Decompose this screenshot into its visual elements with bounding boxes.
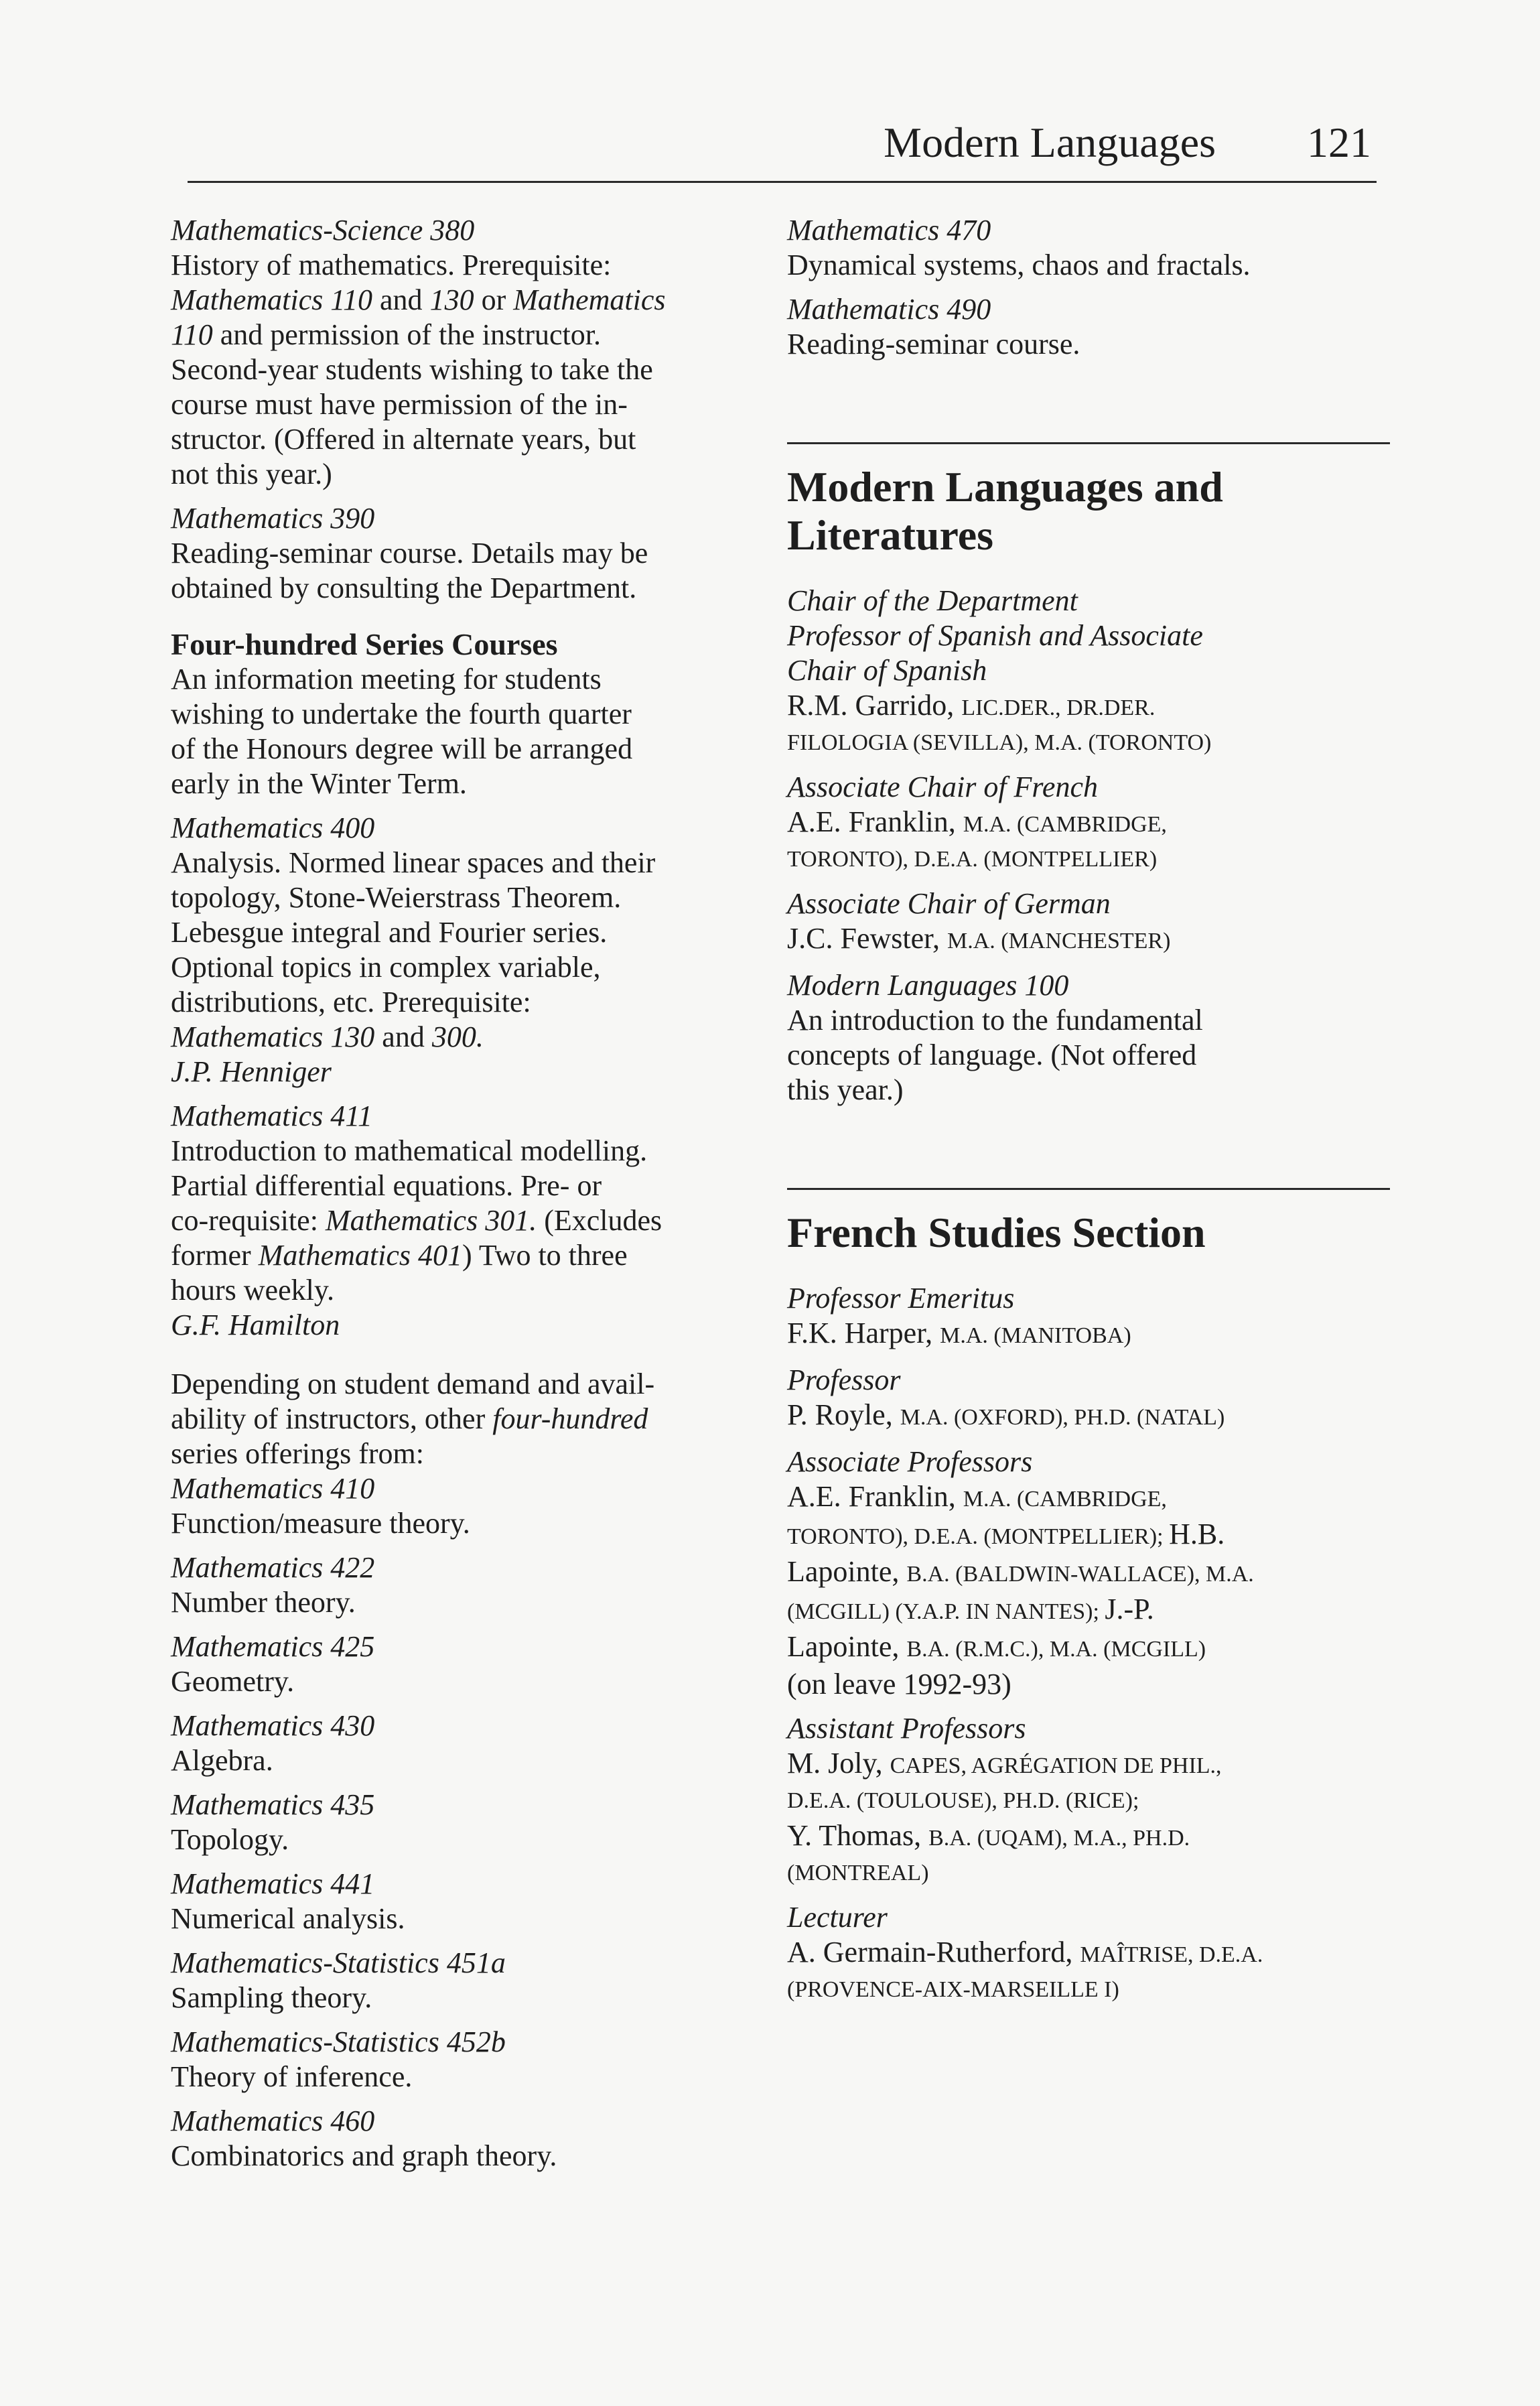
instructor-name: G.F. Hamilton	[171, 1309, 340, 1341]
faculty-name: F.K. Harper,	[787, 1317, 940, 1349]
paragraph-line: Depending on student demand and avail-	[171, 1367, 655, 1400]
course-title: Modern Languages 100	[787, 969, 1069, 1002]
course-title: Mathematics 470	[787, 214, 991, 247]
role-title: Chair of Spanish	[787, 654, 987, 687]
text-fragment: and	[372, 283, 430, 316]
course-title: Mathematics 490	[787, 293, 991, 326]
list-item	[171, 2025, 760, 2094]
credentials: FILOLOGIA (SEVILLA), M.A. (TORONTO)	[787, 730, 1212, 755]
course-desc-line: hours weekly.	[171, 1274, 334, 1307]
faculty-name: Y. Thomas,	[787, 1819, 929, 1852]
course-ref: 130	[429, 283, 474, 316]
faculty-name: J.C. Fewster,	[787, 922, 948, 955]
text-fragment: and	[374, 1020, 432, 1053]
faculty-associate-professors	[787, 1445, 1390, 1702]
credentials: CAPES, AGRÉGATION DE PHIL.,	[890, 1753, 1222, 1778]
course-desc-line	[171, 318, 760, 352]
credentials: M.A. (MANITOBA)	[940, 1323, 1131, 1348]
course-title: Mathematics 425	[171, 1630, 375, 1663]
faculty-french-chair	[787, 770, 1390, 877]
paragraph-line: series offerings from:	[171, 1437, 424, 1470]
section-title-modern-languages	[787, 463, 1390, 559]
faculty-line	[787, 1592, 1390, 1629]
faculty-name: A. Germain-Rutherford,	[787, 1936, 1080, 1968]
credentials: B.A. (BALDWIN-WALLACE), M.A.	[906, 1562, 1254, 1587]
credentials: TORONTO), D.E.A. (MONTPELLIER)	[787, 847, 1158, 872]
paragraph-line: early in the Winter Term.	[171, 767, 467, 800]
paragraph-line: wishing to undertake the fourth quarter	[171, 697, 632, 730]
section-title-french-studies: French Studies Section	[787, 1209, 1206, 1256]
list-item	[171, 2104, 760, 2174]
course-desc-line: Combinatorics and graph theory.	[171, 2139, 557, 2172]
course-desc-line: Lebesgue integral and Fourier series.	[171, 916, 608, 949]
course-math-490	[787, 292, 1390, 362]
faculty-line	[787, 1479, 1390, 1517]
course-desc-line: Dynamical systems, chaos and fractals.	[787, 249, 1251, 281]
course-desc-line: History of mathematics. Prerequisite:	[171, 249, 612, 281]
course-desc-line: Second-year students wishing to take the	[171, 353, 653, 386]
role-title: Associate Professors	[787, 1445, 1033, 1478]
course-title: Mathematics 400	[171, 811, 375, 844]
credentials: (MCGILL) (Y.A.P. IN NANTES);	[787, 1599, 1105, 1624]
course-desc-line: Algebra.	[171, 1744, 273, 1777]
text-fragment: or	[474, 283, 514, 316]
page-header	[188, 114, 1377, 181]
faculty-line	[787, 1554, 1390, 1592]
course-desc-line	[171, 1238, 760, 1273]
role-title: Associate Chair of French	[787, 771, 1098, 803]
course-desc-line	[171, 283, 760, 318]
course-ref: Mathematics	[513, 283, 666, 316]
role-title: Lecturer	[787, 1901, 888, 1934]
section-rule	[787, 442, 1390, 444]
faculty-line	[787, 1517, 1390, 1554]
list-item	[171, 1550, 760, 1620]
faculty-name: H.B.	[1169, 1518, 1225, 1550]
text-fragment: ) Two to three	[462, 1239, 628, 1272]
faculty-line	[787, 1316, 1390, 1353]
paragraph-line: An information meeting for students	[171, 663, 602, 695]
course-ref: Mathematics 301.	[325, 1204, 537, 1237]
credentials: TORONTO), D.E.A. (MONTPELLIER);	[787, 1524, 1170, 1549]
faculty-name: Lapointe,	[787, 1630, 907, 1663]
running-title: Modern Languages	[884, 119, 1216, 166]
faculty-line	[787, 1746, 1390, 1784]
course-math-380	[171, 213, 760, 492]
course-ref: Mathematics 130	[171, 1020, 375, 1053]
course-title: Mathematics 430	[171, 1709, 375, 1742]
course-list	[171, 1471, 760, 2174]
list-item	[171, 1471, 760, 1541]
faculty-line	[787, 1935, 1390, 1973]
faculty-german-chair	[787, 886, 1390, 959]
faculty-lecturer	[787, 1900, 1390, 2007]
course-desc-line: Sampling theory.	[171, 1981, 372, 2014]
role-title: Associate Chair of German	[787, 887, 1111, 920]
credentials: B.A. (UQAM), M.A., PH.D.	[928, 1826, 1190, 1851]
course-title: Mathematics 410	[171, 1472, 375, 1505]
header-rule	[188, 181, 1377, 183]
course-desc-line: topology, Stone-Weierstrass Theorem.	[171, 881, 622, 914]
paragraph-line	[171, 1402, 760, 1436]
role-title: Professor	[787, 1363, 901, 1396]
course-desc-line: structor. (Offered in alternate years, but	[171, 423, 636, 456]
credentials: LIC.DER., DR.DER.	[961, 695, 1156, 720]
course-desc-line: course must have permission of the in-	[171, 388, 628, 421]
faculty-line	[787, 805, 1390, 842]
list-item	[171, 1709, 760, 1778]
course-math-411	[171, 1099, 760, 1343]
list-item	[171, 1629, 760, 1699]
course-title: Mathematics 435	[171, 1788, 375, 1821]
info-paragraph	[171, 662, 760, 801]
course-title: Mathematics-Statistics 452b	[171, 2025, 506, 2058]
role-title: Professor of Spanish and Associate	[787, 619, 1203, 652]
faculty-name: J.-P.	[1105, 1593, 1154, 1625]
course-desc-line: Theory of inference.	[171, 2060, 413, 2093]
section-rule	[787, 1188, 1390, 1190]
course-desc-line	[171, 1203, 760, 1238]
list-item	[171, 1946, 760, 2015]
faculty-name: M. Joly,	[787, 1747, 890, 1780]
faculty-name: Lapointe,	[787, 1555, 907, 1588]
list-item	[171, 1867, 760, 1936]
left-column	[171, 213, 760, 2174]
course-desc-line: Partial differential equations. Pre- or	[171, 1169, 602, 1202]
credentials: B.A. (R.M.C.), M.A. (MCGILL)	[906, 1637, 1206, 1662]
credentials: M.A. (MANCHESTER)	[947, 929, 1171, 953]
course-ref: Mathematics 401	[258, 1239, 463, 1272]
course-title: Mathematics 460	[171, 2104, 375, 2137]
course-math-400	[171, 811, 760, 1089]
course-desc-line: Optional topics in complex variable,	[171, 951, 601, 984]
course-title: Mathematics 390	[171, 502, 375, 535]
right-column	[787, 213, 1390, 2007]
course-desc-line: obtained by consulting the Department.	[171, 572, 637, 604]
faculty-emeritus	[787, 1281, 1390, 1353]
faculty-line	[787, 921, 1390, 959]
faculty-line	[787, 1398, 1390, 1435]
emphasis: four-hundred	[492, 1402, 648, 1435]
depending-paragraph	[171, 1367, 760, 1471]
faculty-line	[787, 1629, 1390, 1667]
leave-note: (on leave 1992-93)	[787, 1668, 1011, 1700]
course-desc-line: not this year.)	[171, 458, 332, 490]
course-desc-line: concepts of language. (Not offered	[787, 1039, 1197, 1071]
course-modern-languages-100	[787, 968, 1390, 1108]
credentials: (PROVENCE-AIX-MARSEILLE I)	[787, 1977, 1119, 2002]
course-desc-line: Topology.	[171, 1823, 289, 1856]
course-desc-line: Reading-seminar course.	[787, 328, 1080, 360]
course-ref: 300.	[431, 1020, 484, 1053]
course-title: Mathematics 441	[171, 1867, 375, 1900]
faculty-name: P. Royle,	[787, 1398, 900, 1431]
role-title: Assistant Professors	[787, 1712, 1026, 1745]
faculty-line	[787, 1818, 1390, 1856]
course-ref: Mathematics 110	[171, 283, 373, 316]
course-desc-line: distributions, etc. Prerequisite:	[171, 986, 531, 1018]
credentials: M.A. (CAMBRIDGE,	[963, 1487, 1167, 1512]
text-fragment: and permission of the instructor.	[212, 318, 601, 351]
course-desc-line: Analysis. Normed linear spaces and their	[171, 846, 656, 879]
course-desc-line: Number theory.	[171, 1586, 356, 1619]
section-title-line: Literatures	[787, 511, 994, 559]
course-desc-line: Geometry.	[171, 1665, 295, 1698]
course-math-470	[787, 213, 1390, 283]
course-desc-line	[171, 1020, 760, 1055]
faculty-assistant-professors	[787, 1711, 1390, 1891]
paragraph-line: of the Honours degree will be arranged	[171, 732, 633, 765]
instructor-name: J.P. Henniger	[171, 1055, 332, 1088]
course-title: Mathematics-Science 380	[171, 214, 475, 247]
course-title: Mathematics 422	[171, 1551, 375, 1584]
four-hundred-heading: Four-hundred Series Courses	[171, 627, 558, 661]
faculty-name: R.M. Garrido,	[787, 689, 962, 722]
credentials: M.A. (OXFORD), PH.D. (NATAL)	[900, 1405, 1225, 1430]
text-fragment: co-requisite:	[171, 1204, 326, 1237]
role-title: Professor Emeritus	[787, 1282, 1015, 1315]
course-math-390	[171, 501, 760, 606]
role-title: Chair of the Department	[787, 584, 1078, 617]
faculty-name: A.E. Franklin,	[787, 1480, 963, 1513]
course-desc-line: Numerical analysis.	[171, 1902, 405, 1935]
list-item	[171, 1788, 760, 1857]
course-desc-line: this year.)	[787, 1073, 904, 1106]
faculty-line	[787, 688, 1390, 726]
faculty-chair	[787, 584, 1390, 760]
course-desc-line: Function/measure theory.	[171, 1507, 470, 1540]
course-desc-line: Introduction to mathematical modelling.	[171, 1134, 648, 1167]
course-ref: 110	[171, 318, 213, 351]
text-fragment: former	[171, 1239, 259, 1272]
credentials: M.A. (CAMBRIDGE,	[963, 812, 1167, 837]
section-title-line: Modern Languages and	[787, 463, 1223, 511]
page-number: 121	[1307, 119, 1371, 166]
course-title: Mathematics-Statistics 451a	[171, 1946, 506, 1979]
course-title: Mathematics 411	[171, 1099, 373, 1132]
faculty-professor	[787, 1363, 1390, 1435]
credentials: (MONTREAL)	[787, 1861, 929, 1885]
credentials: D.E.A. (TOULOUSE), PH.D. (RICE);	[787, 1788, 1139, 1813]
text-fragment: ability of instructors, other	[171, 1402, 493, 1435]
credentials: MAÎTRISE, D.E.A.	[1080, 1942, 1263, 1967]
text-fragment: (Excludes	[537, 1204, 662, 1237]
course-desc-line: An introduction to the fundamental	[787, 1004, 1203, 1037]
course-desc-line: Reading-seminar course. Details may be	[171, 537, 648, 570]
faculty-name: A.E. Franklin,	[787, 805, 963, 838]
